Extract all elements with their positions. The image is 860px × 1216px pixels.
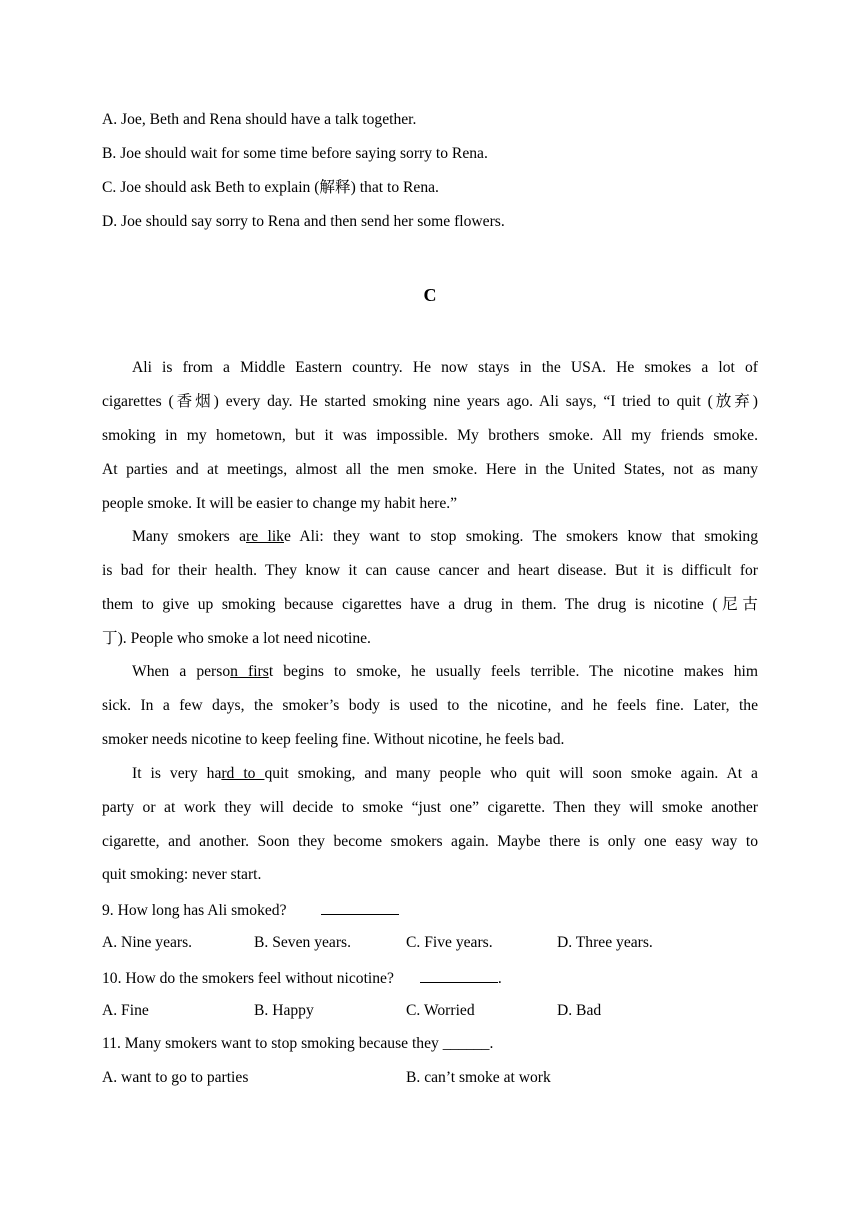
paragraph-1-line-4: At parties and at meetings, almost all the men smoke. Here in the United States, not as many: [102, 461, 758, 478]
paragraph-4-line-4: quit smoking: never start.: [102, 866, 262, 883]
prev-option-c: C. Joe should ask Beth to explain (解释) that to Rena.: [102, 179, 439, 196]
text-segment: t begins to smoke, he usually feels terrible. The nicotine makes him: [268, 663, 759, 680]
paragraph-4-line-2: party or at work they will decide to smoke “just one” cigarette. Then they will smoke another: [102, 799, 758, 816]
paragraph-3-line-2: sick. In a few days, the smoker’s body is used to the nicotine, and he feels fine. Later, the: [102, 697, 758, 714]
question-10-end: .: [497, 970, 502, 987]
text-segment: Many smokers a: [132, 528, 247, 545]
paragraph-3-line-1: [132, 662, 758, 682]
text-segment: e Ali: they want to stop smoking. The smokers know that smoking: [283, 528, 758, 545]
paragraph-2-line-3: them to give up smoking because cigarettes have a drug in them. The drug is nicotine (尼古: [102, 596, 758, 613]
question-10: [102, 967, 758, 989]
question-10-option-a: A. Fine: [102, 1002, 149, 1019]
question-10-option-b: B. Happy: [254, 1002, 314, 1019]
answer-blank: [420, 967, 498, 983]
paragraph-1-line-2: cigarettes (香烟) every day. He started smoking nine years ago. Ali says, “I tried to quit (放弃): [102, 393, 758, 410]
underlined-segment: re lik: [246, 528, 284, 545]
question-10-option-c: C. Worried: [406, 1002, 475, 1019]
paragraph-1-line-5: people smoke. It will be easier to change my habit here.”: [102, 495, 458, 512]
question-9: [102, 899, 758, 921]
prev-option-d: D. Joe should say sorry to Rena and then send her some flowers.: [102, 213, 505, 230]
text-segment: It is very ha: [132, 765, 222, 782]
question-11-option-a: A. want to go to parties: [102, 1069, 249, 1086]
paragraph-2-line-4: 丁). People who smoke a lot need nicotine.: [102, 630, 371, 647]
question-11-stem: 11. Many smokers want to stop smoking because they ______.: [102, 1035, 494, 1052]
question-9-stem: 9. How long has Ali smoked?: [102, 902, 287, 919]
question-10-stem: 10. How do the smokers feel without nicotine?: [102, 970, 394, 987]
answer-blank: [321, 899, 399, 915]
prev-option-b: B. Joe should wait for some time before saying sorry to Rena.: [102, 145, 488, 162]
question-11-option-b: B. can’t smoke at work: [406, 1069, 551, 1086]
underlined-segment: rd to: [221, 765, 265, 782]
paragraph-4-line-3: cigarette, and another. Soon they become smokers again. Maybe there is only one easy way to: [102, 833, 758, 850]
question-9-option-b: B. Seven years.: [254, 934, 352, 951]
underlined-segment: n firs: [230, 663, 269, 680]
paragraph-3-line-3: smoker needs nicotine to keep feeling fine. Without nicotine, he feels bad.: [102, 731, 565, 748]
paragraph-4-line-1: [132, 764, 758, 784]
section-heading: C: [423, 285, 437, 305]
question-9-option-a: A. Nine years.: [102, 934, 193, 951]
text-segment: When a perso: [132, 663, 231, 680]
question-9-option-c: C. Five years.: [406, 934, 493, 951]
paragraph-1-line-3: smoking in my hometown, but it was impossible. My brothers smoke. All my friends smoke.: [102, 427, 758, 444]
paragraph-2-line-2: is bad for their health. They know it can cause cancer and heart disease. But it is difficult for: [102, 562, 758, 579]
prev-option-a: A. Joe, Beth and Rena should have a talk together.: [102, 111, 417, 128]
question-9-option-d: D. Three years.: [557, 934, 653, 951]
paragraph-1-line-1: Ali is from a Middle Eastern country. He now stays in the USA. He smokes a lot of: [132, 359, 758, 376]
paragraph-2-line-1: [132, 527, 758, 547]
text-segment: quit smoking, and many people who quit will soon smoke again. At a: [264, 765, 758, 782]
question-10-option-d: D. Bad: [557, 1002, 602, 1019]
